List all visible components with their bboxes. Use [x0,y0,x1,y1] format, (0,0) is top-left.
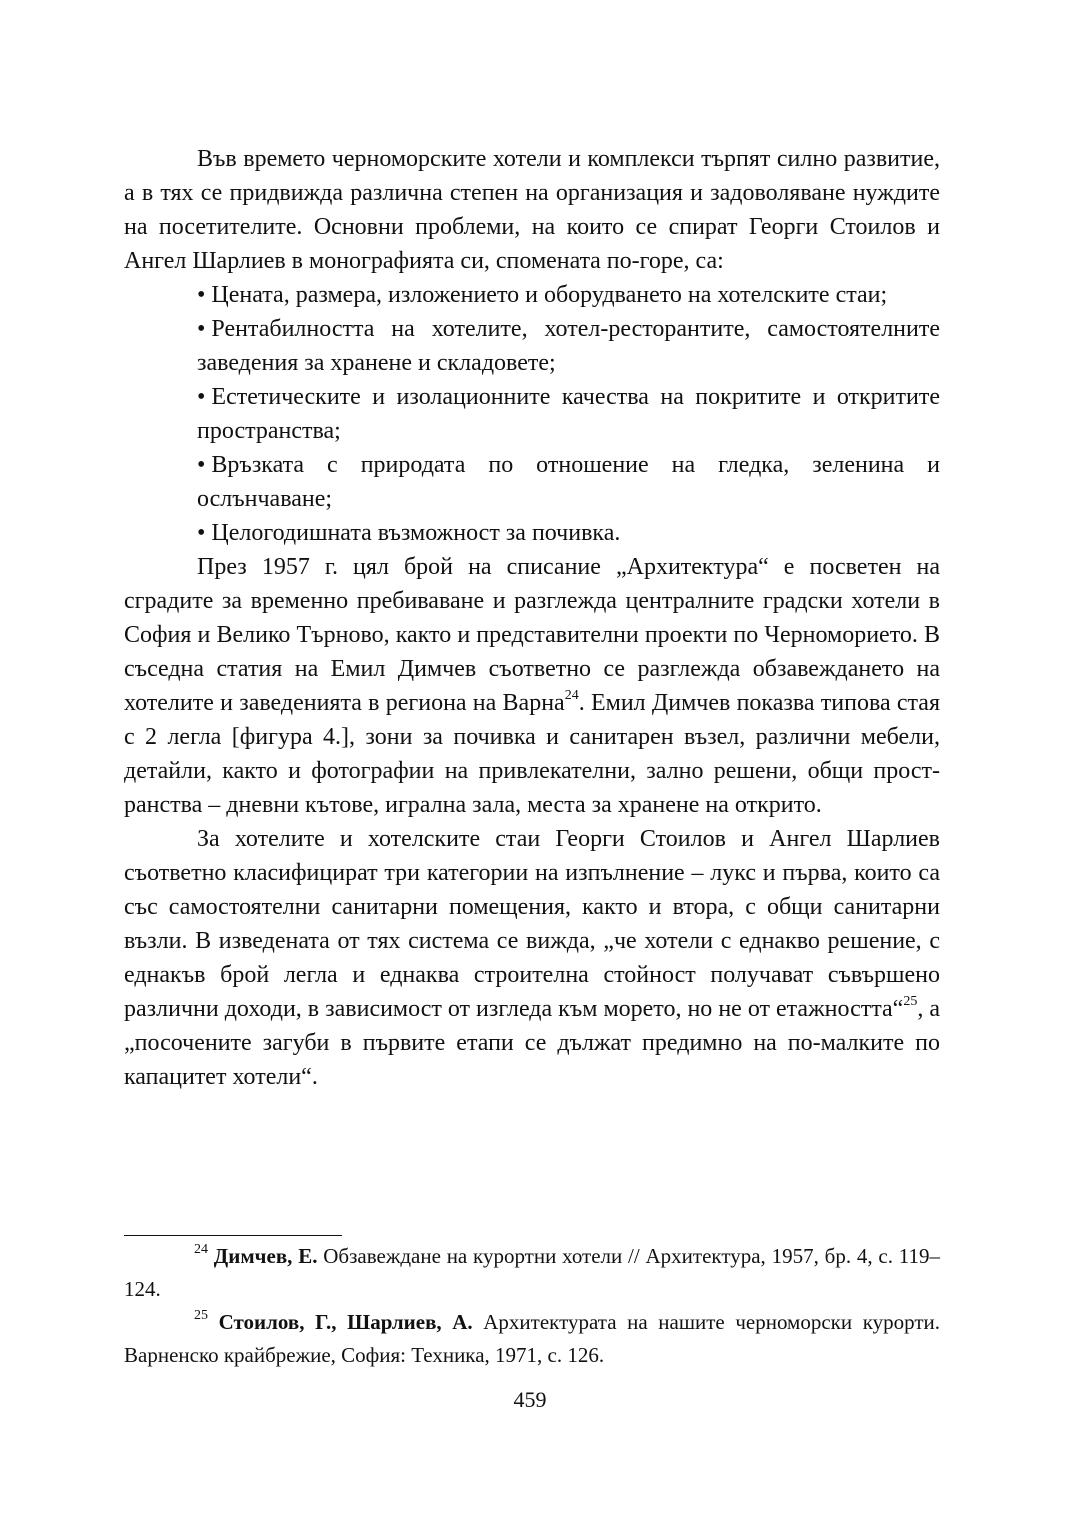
bullet-icon: • [197,452,206,478]
bullet-icon: • [197,316,206,342]
paragraph-3 [124,822,940,1094]
list-item-text: Връзката с природата по отношение на гледка, зеленина и ослънчаване; [197,452,940,512]
page-number: 459 [513,1387,547,1412]
bullet-list [124,278,940,550]
list-item-text: Естетическите и изолационните качества на покритите и откритите пространства; [197,384,940,444]
footnote-ref-24[interactable]: 24 [564,688,579,703]
paragraph-1: Във времето черноморските хотели и комплекси търпят силно развитие, а в тях се придвижда различна степен на организация и задоволяване нуждите на посетителите. Основни проблеми, на които се спират Георги Стоилов и Ангел Шарлиев в монографията си, споменатa по-горе, са: [124,146,940,274]
footnote-ref-25[interactable]: 25 [903,994,918,1009]
main-text [124,142,940,1094]
paragraph-2-text: През 1957 г. цял брой на списание „Архитектура“ е посветен на сградите за временно пребиваване и разглежда централните градски хотели в София и Велико Търново, както и представителни проекти по Черноморието. В съседна статия на Емил Димчев съответно се разглежда обзавеждането на хотелите и заведенията в региона на Варна [124,554,940,716]
bullet-icon: • [197,520,206,546]
list-item [197,380,940,448]
list-item [197,516,940,550]
footnote-24 [124,1240,940,1306]
list-item [197,312,940,380]
footnote-text: Архитектурата на нашите черноморски курорти. Варненско крайбрежие, София: Техника, 1971, с. 126. [124,1310,940,1367]
footnotes [124,1240,940,1372]
footnote-number: 25 [194,1308,208,1323]
footnote-number: 24 [194,1242,208,1257]
list-item-text: Рентабилността на хотелите, хотел-ресторантите, самостоятелните заведения за хранене и складовете; [197,316,940,376]
list-item-text: Цената, размера, изложението и оборудването на хотелските стаи; [211,282,888,308]
list-item-text: Целогодишната възможност за почивка. [211,520,621,546]
footnote-divider [124,1235,342,1236]
paragraph-2-text-cont: . Емил Димчев показва типова стая с 2 легла [фигура 4.], зони за почивка и санитарен възел, различни мебели, детайли, както и фотографии на привлекателни, залнo решени, общи пространства – дневни кътове, игрална зала, места за хранене на открито. [124,690,940,818]
bullet-icon: • [197,384,206,410]
footnote-text: Обзавеждане на курортни хотели // Архитектура, 1957, бр. 4, с. 119–124. [124,1244,940,1301]
footnote-author: Стоилов, Г., Шарлиев, А. [218,1310,473,1334]
footnote-author: Димчев, Е. [213,1244,318,1268]
list-item [197,448,940,516]
paragraph-3-text-cont: , а „посочените загуби в първите етапи се дължат предимно на по-малките по капацитет хотели“. [124,996,941,1090]
list-item [197,278,940,312]
paragraph-2 [124,550,940,822]
paragraph-3-text: За хотелите и хотелските стаи Георги Стоилов и Ангел Шарлиев съответно класифицират три категории на изпълнение – лукс и първа, които са със самостоятелни санитарни помещения, както и втора, с общи санитарни възли. В изведената от тях система се вижда, „че хотели с еднакво решение, с еднакъв брой легла и еднаква строителна стойност получават съвършено различни доходи, в зависимост от изгледа към морето, но не от етажността“ [124,826,940,1022]
bullet-icon: • [197,282,206,308]
footnote-25 [124,1306,940,1372]
